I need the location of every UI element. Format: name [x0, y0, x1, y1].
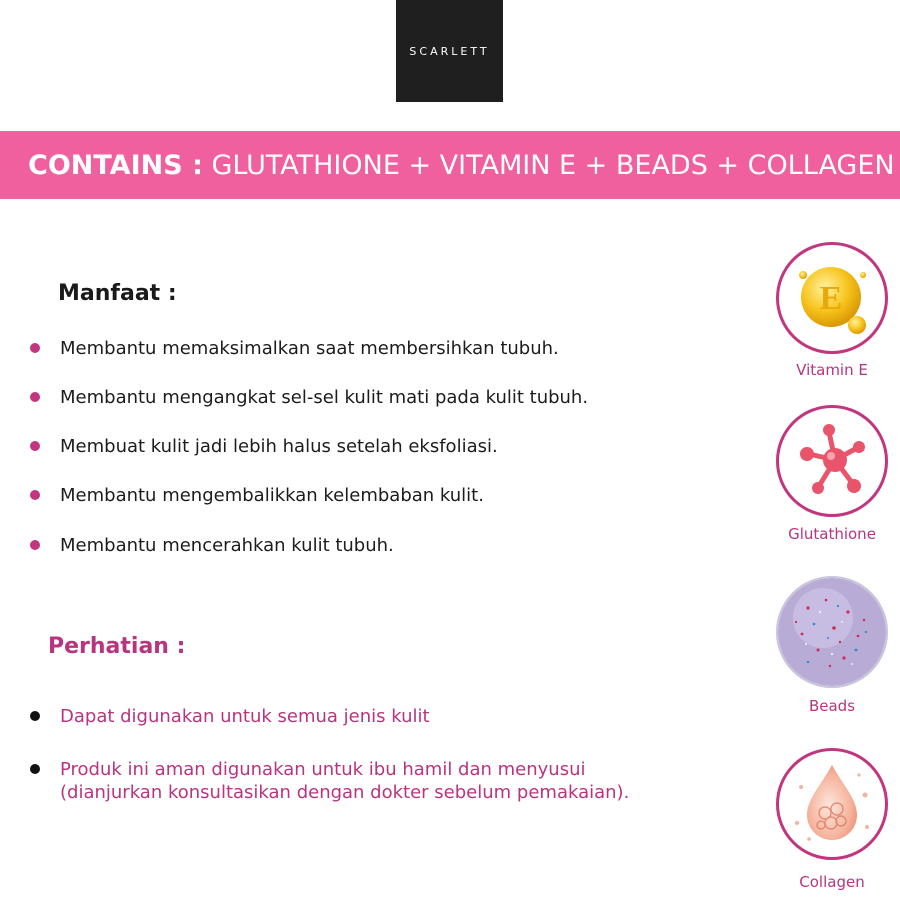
- caution-title: Perhatian :: [48, 634, 186, 659]
- caution-line: (dianjurkan konsultasikan dengan dokter sebelum pemakaian).: [60, 782, 630, 803]
- bullet-icon: [30, 764, 40, 774]
- vitamin-e-icon: [779, 245, 885, 351]
- brand-logo: [396, 0, 503, 102]
- benefits-title: Manfaat :: [58, 281, 177, 306]
- bullet-icon: [30, 490, 40, 500]
- contains-lead: CONTAINS :: [28, 149, 203, 181]
- brand-logo-text: SCARLETT: [409, 44, 490, 58]
- list-item: Membantu mencerahkan kulit tubuh.: [30, 534, 394, 557]
- beads-badge: [776, 576, 888, 688]
- glutathione-badge: [776, 405, 888, 517]
- contains-ingredients: GLUTATHIONE + VITAMIN E + BEADS + COLLAGEN: [211, 149, 895, 181]
- bullet-icon: [30, 343, 40, 353]
- vitamin-e-badge: [776, 242, 888, 354]
- bullet-icon: [30, 540, 40, 550]
- collagen-drop-icon: [779, 751, 885, 857]
- contains-banner: [0, 131, 900, 199]
- ingredient-label: Beads: [808, 697, 856, 715]
- list-item: [30, 758, 629, 804]
- bullet-icon: [30, 441, 40, 451]
- ingredient-label: Glutathione: [788, 525, 876, 543]
- ingredient-label: Collagen: [799, 873, 865, 891]
- list-item: Membuat kulit jadi lebih halus setelah eksfoliasi.: [30, 435, 498, 458]
- list-item: Dapat digunakan untuk semua jenis kulit: [30, 705, 430, 728]
- caution-line: Produk ini aman digunakan untuk ibu hamil dan menyusui: [60, 759, 586, 780]
- bullet-icon: [30, 392, 40, 402]
- list-item: Membantu mengembalikkan kelembaban kulit.: [30, 484, 484, 507]
- vitamin-e-letter: E: [819, 280, 843, 317]
- list-item: Membantu memaksimalkan saat membersihkan tubuh.: [30, 337, 559, 360]
- beads-icon: [778, 578, 886, 686]
- bullet-icon: [30, 711, 40, 721]
- ingredient-label: Vitamin E: [796, 361, 868, 379]
- collagen-badge: [776, 748, 888, 860]
- list-item: Membantu mengangkat sel-sel kulit mati pada kulit tubuh.: [30, 386, 588, 409]
- molecule-icon: [779, 408, 885, 514]
